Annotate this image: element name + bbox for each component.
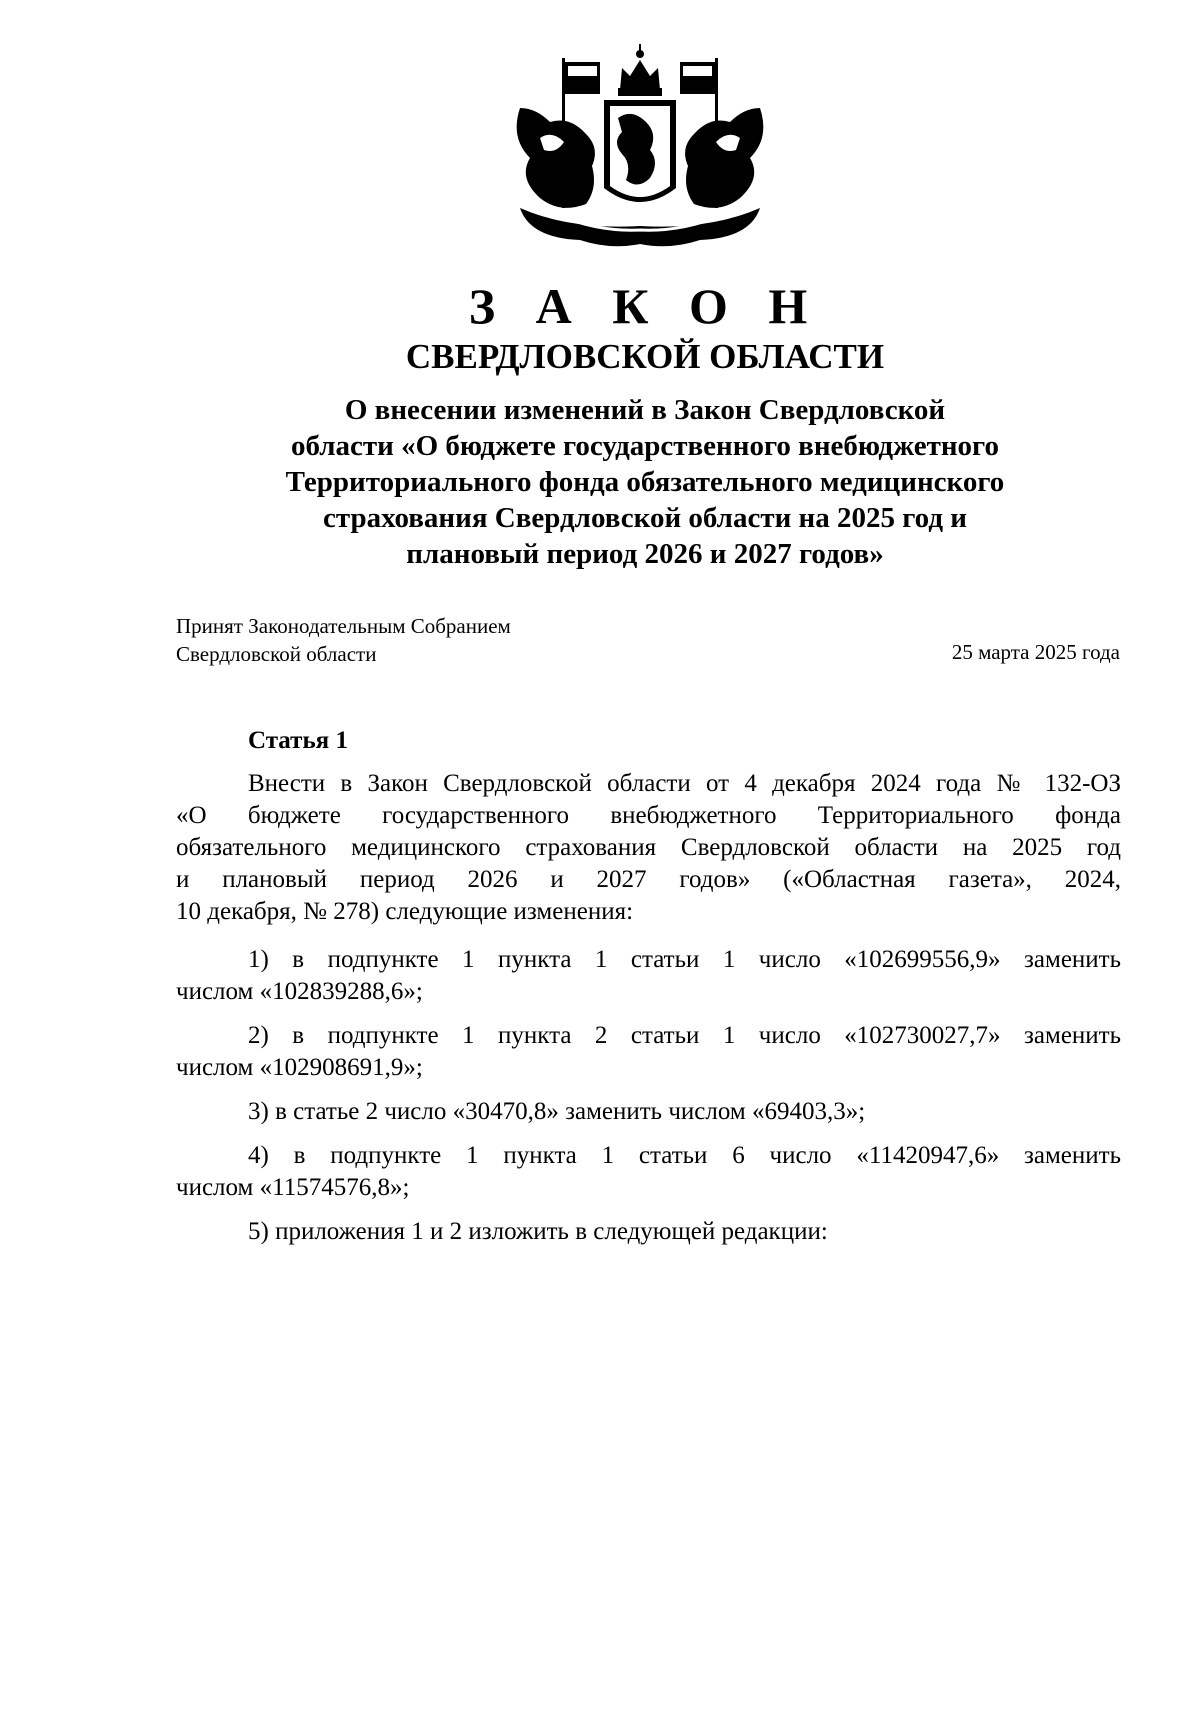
law-title: З А К О Н (468, 278, 822, 334)
adoption-date: 25 марта 2025 года (951, 640, 1120, 664)
paragraph-line: и плановый период 2026 и 2027 годов» («Областная газета», 2024, (176, 866, 1121, 893)
item-line: числом «102908691,9»; (176, 1054, 423, 1081)
paragraph-line: «О бюджете государственного внебюджетного Территориального фонда (176, 802, 1121, 829)
region-title: СВЕРДЛОВСКОЙ ОБЛАСТИ (405, 337, 885, 376)
article-intro-paragraph (176, 768, 1121, 928)
subject-line: области «О бюджете государственного внебюджетного (291, 430, 999, 462)
adoption-authority (176, 612, 511, 668)
subject-line: Территориального фонда обязательного медицинского (285, 466, 1005, 498)
adoption-line: Свердловской области (176, 642, 377, 666)
item-line: 2) в подпункте 1 пункта 2 статьи 1 число «102730027,7» заменить (248, 1022, 1121, 1049)
amendment-item (176, 1020, 1121, 1084)
item-line: числом «102839288,6»; (176, 978, 423, 1005)
law-subject-title (240, 392, 1050, 572)
item-line: 5) приложения 1 и 2 изложить в следующей редакции: (248, 1218, 828, 1245)
item-line: 3) в статье 2 число «30470,8» заменить числом «69403,3»; (248, 1098, 866, 1125)
subject-line: плановый период 2026 и 2027 годов» (406, 538, 884, 570)
amendment-item (176, 1096, 1121, 1128)
coat-of-arms-emblem (500, 38, 780, 248)
amendment-item (176, 1140, 1121, 1204)
amendment-item (176, 1216, 1121, 1248)
item-line: числом «11574576,8»; (176, 1174, 410, 1201)
amendment-item (176, 944, 1121, 1008)
paragraph-line: Внести в Закон Свердловской области от 4 декабря 2024 года № 132-ОЗ (248, 770, 1121, 797)
subject-line: страхования Свердловской области на 2025 год и (323, 502, 967, 534)
paragraph-line: обязательного медицинского страхования Свердловской области на 2025 год (176, 834, 1121, 861)
item-line: 4) в подпункте 1 пункта 1 статьи 6 число «11420947,6» заменить (248, 1142, 1121, 1169)
paragraph-line: 10 декабря, № 278) следующие изменения: (176, 898, 634, 925)
subject-line: О внесении изменений в Закон Свердловской (344, 394, 946, 426)
article-heading: Статья 1 (248, 727, 348, 754)
item-line: 1) в подпункте 1 пункта 1 статьи 1 число «102699556,9» заменить (248, 946, 1121, 973)
adoption-line: Принят Законодательным Собранием (176, 614, 511, 638)
